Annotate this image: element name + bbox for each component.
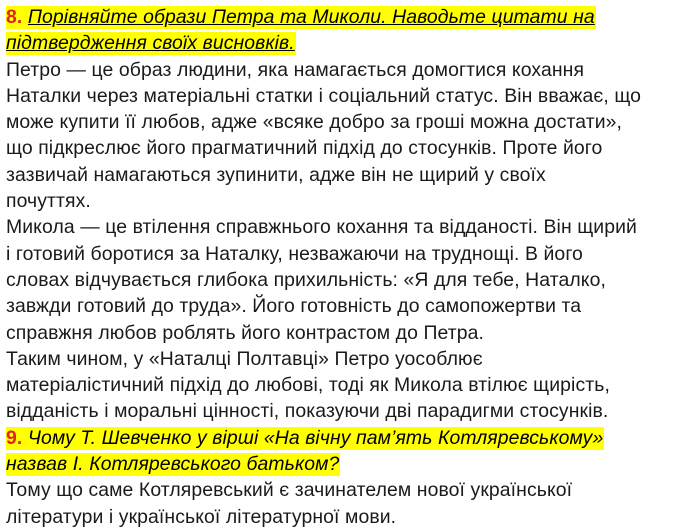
question-8-line-2 bbox=[6, 30, 692, 56]
question-text: назвав І. Котляревського батьком? bbox=[6, 453, 340, 476]
answer-line: словах відчувається глибока прихильність: «Я для тебе, Наталко, bbox=[6, 268, 606, 291]
question-9-highlight bbox=[6, 427, 604, 450]
question-text: Чому Т. Шевченко у вірші «На вічну пам’ять Котляревському» bbox=[27, 426, 604, 449]
document-page bbox=[6, 4, 692, 530]
answer-line: і готовий боротися за Наталку, незважаючи на труднощі. В його bbox=[6, 242, 583, 265]
question-8-highlight bbox=[6, 6, 596, 29]
question-text: Порівняйте образи Петра та Миколи. Наводьте цитати на bbox=[27, 6, 595, 28]
answer-line: Наталки через матеріальні статки і соціальний статус. Він вважає, що bbox=[6, 84, 642, 107]
question-number: 8. bbox=[6, 6, 23, 28]
answer-line: Петро — це образ людини, яка намагається домогтися кохання bbox=[6, 58, 585, 81]
question-8-line-1 bbox=[6, 4, 692, 30]
answer-line: може купити її любов, адже «всяке добро за гроші можна достати», bbox=[6, 111, 622, 134]
answer-line: Микола — це втілення справжнього кохання та відданості. Він щирий bbox=[6, 216, 637, 239]
question-9-line-2 bbox=[6, 451, 692, 477]
question-text: підтвердження своїх висновків. bbox=[6, 32, 295, 55]
answer-line: літератури і української літературної мови. bbox=[6, 505, 397, 528]
answer-line: відданість і моральні цінності, показуючи дві парадигми стосунків. bbox=[6, 400, 609, 423]
answer-line: завжди готовий до труда». Його готовність до самопожертви та bbox=[6, 295, 582, 318]
question-number: 9. bbox=[6, 426, 23, 449]
answer-line: матеріалістичний підхід до любові, тоді як Микола втілює щирість, bbox=[6, 374, 610, 397]
answer-line: почуттях. bbox=[6, 190, 91, 213]
answer-line: що підкреслює його прагматичний підхід до стосунків. Проте його bbox=[6, 137, 603, 160]
question-8-highlight bbox=[6, 32, 296, 55]
answer-line: Таким чином, у «Наталці Полтавці» Петро уособлює bbox=[6, 347, 483, 370]
question-9-highlight bbox=[6, 453, 340, 476]
question-9-line-1 bbox=[6, 425, 692, 451]
answer-line: зазвичай намагаються зупинити, адже він не щирий у своїх bbox=[6, 163, 546, 186]
answer-line: Тому що саме Котляревський є зачинателем нової української bbox=[6, 479, 573, 502]
answer-line: справжня любов роблять його контрастом до Петра. bbox=[6, 321, 484, 344]
